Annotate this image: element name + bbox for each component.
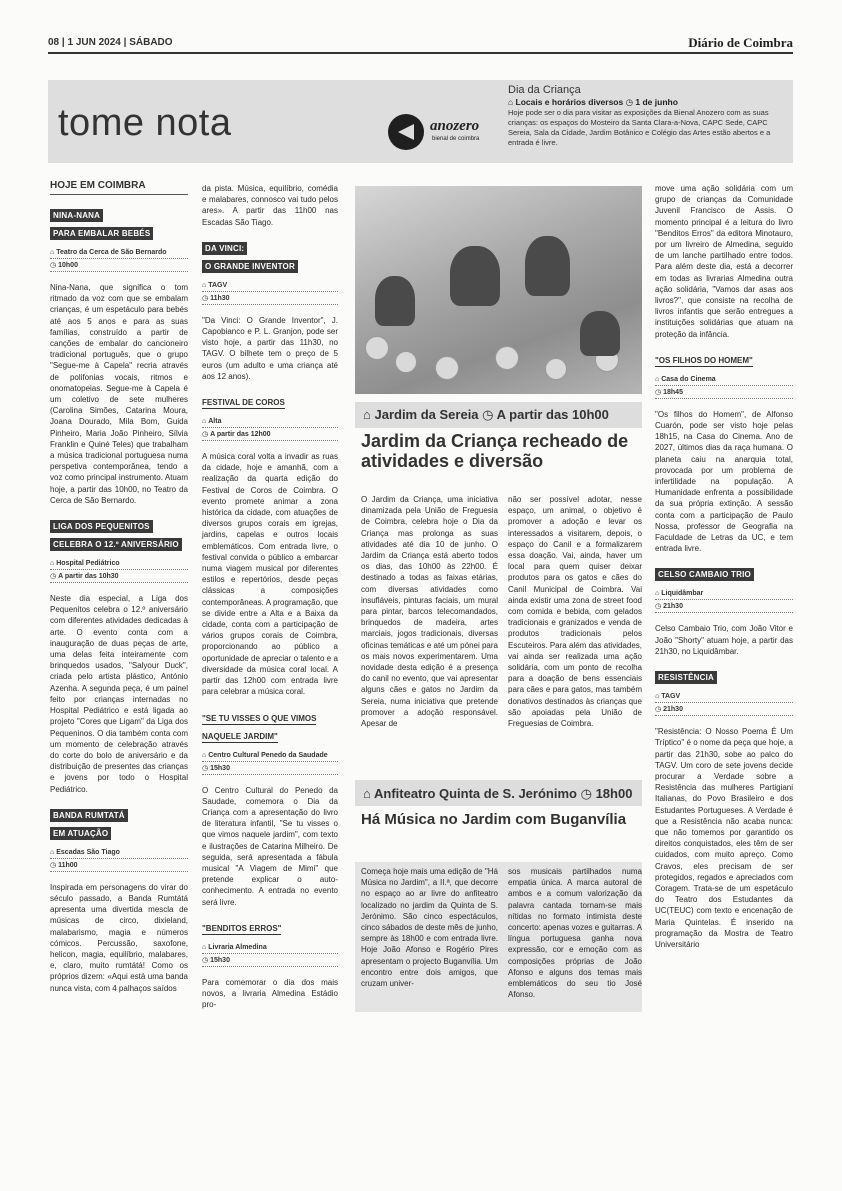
visses-title-line1: "SE TU VISSES O QUE VIMOS — [202, 713, 317, 723]
banda-body: Inspirada em personagens do virar do século passado, a Banda Rumtátá apresenta uma divertida mescla de músicas de circo, dixieland, malabarismo, magia e números cómicos. Percussão, saxofone, helicon, magia, equilíbrio, malabares, e, claro, muito rumtátá! Como os próprios dizem: «Aqui está uma banda nunca vista, com 4 palhaços saídos — [50, 882, 188, 993]
home-icon: ⌂ — [50, 249, 55, 256]
benditos-time: 15h30 — [210, 956, 230, 964]
feature2-location-row — [355, 780, 642, 808]
resist-title-text: RESISTÊNCIA — [655, 671, 717, 684]
clock-icon: ◷ — [50, 861, 57, 869]
dia-crianca-body: Hoje pode ser o dia para visitar as exposições da Bienal Anozero com as suas crianças: os espaços do Mosteiro da Santa Clara-a-Nova, CAPC Sede, CAPC Sereia, Sala da Cidade, Jardim Botânico e Colégio das Artes estão abertos e a entrada é livre. — [508, 108, 771, 147]
page-info: 08 | 1 JUN 2024 | SÁBADO — [48, 37, 173, 48]
feature2-headline: Há Música no Jardim com Buganvília — [361, 811, 627, 828]
home-icon: ⌂ — [655, 375, 660, 383]
benditos-venue-row — [202, 942, 338, 954]
feature1-location-bar — [355, 402, 642, 428]
dia-crianca-details — [508, 97, 678, 108]
nina-title-line1: NINA-NANA — [50, 209, 103, 222]
column-2 — [202, 183, 338, 1010]
filhos-time-row — [655, 386, 793, 399]
nina-time-row — [50, 259, 188, 272]
liga-title — [50, 516, 188, 552]
clock-icon: ◷ — [202, 956, 209, 964]
photo-ball — [435, 356, 459, 380]
home-icon: ⌂ — [508, 97, 514, 107]
davinci-time-row — [202, 292, 338, 305]
visses-venue-row — [202, 750, 338, 762]
filhos-venue: Casa do Cinema — [661, 375, 716, 383]
benditos-time-row — [202, 954, 338, 967]
benditos-title-text: "BENDITOS ERROS" — [202, 923, 282, 933]
liga-venue: Hospital Pediátrico — [56, 560, 120, 568]
nina-body: Nina-Nana, que significa o tom ritmado da voz com que se embalam crianças, é um espetáculo para bebés até aos 5 anos e para as suas famílias, construído a partir de canções de embalar do cancioneiro tradicional português, que o grupo "Segue-me à Capela" recria através de polifonias vocais, ritmos e onomatopeias. Segue-me à Capela é um coletivo de sete mulheres (Carolina Simões, Catarina Moura, Joana Dourado, Mila Bom, Guida Pinheiro, Maria João Pinheiro, Sílvia Franklin e Quiné Teles) que trabalham a música tradicional portuguesa numa perspetiva contemporânea, tendo a voz como principal instrumento. Atuam hoje, a partir das 10h00, no Teatro da Cerca de São Bernardo. — [50, 283, 188, 505]
coros-venue-row — [202, 416, 338, 428]
coros-time-row — [202, 428, 338, 441]
visses-time-row — [202, 762, 338, 775]
feature2-body-right: sos musicais partilhados numa empatia única. A marca autoral de ambos e a comum valorização da palavra cantada tornam-se mais nítidas no formato intimista deste concerto: apenas vozes e guitarras. A língua portuguesa ganha nova expressão, cor e emoção com as composições próprias de João Afonso e alguns dos temas mais emblemáticos do seu tio José Afonso. — [508, 867, 642, 1000]
davinci-title — [202, 238, 338, 274]
davinci-time: 11h30 — [210, 294, 230, 302]
celso-title — [655, 564, 793, 582]
liga-time: A partir das 10h30 — [58, 573, 119, 581]
clock-icon: ◷ — [580, 786, 592, 801]
coros-time: A partir das 12h00 — [210, 431, 271, 439]
feature2-body-left: Começa hoje mais uma edição de "Há Música no Jardim", a II.ª, que decorre no espaço ao ar livre do anfiteatro localizado no jardim da Quinta de S. Jerónimo. São cinco espectáculos, cinco sábados de deste mês de junho, sempre às 18h00 e com entrada livre. Hoje João Afonso e Rogério Pires apresentam o projecto Buganvília. Um encontro entre dois amigos, que cruzam univer- — [361, 867, 498, 989]
clock-icon: ◷ — [202, 431, 209, 439]
davinci-venue-row — [202, 280, 338, 292]
coros-title-text: FESTIVAL DE COROS — [202, 398, 285, 408]
home-icon: ⌂ — [655, 590, 660, 598]
celso-time-row — [655, 600, 793, 613]
celso-venue-row — [655, 588, 793, 600]
nina-title — [50, 205, 188, 241]
ball-pit-photo — [355, 186, 642, 394]
liga-venue-row — [50, 558, 188, 570]
filhos-title-text: "OS FILHOS DO HOMEM" — [655, 355, 753, 365]
banda-time: 11h00 — [58, 861, 78, 869]
photo-child — [375, 276, 415, 326]
celso-venue: Liquidâmbar — [661, 590, 704, 598]
home-icon: ⌂ — [202, 943, 207, 951]
feature1-time: A partir das 10h00 — [496, 407, 609, 422]
visses-venue: Centro Cultural Penedo da Saudade — [208, 751, 328, 759]
home-icon: ⌂ — [50, 848, 55, 856]
davinci-title-line2: O GRANDE INVENTOR — [202, 260, 298, 273]
resist-body: "Resistência: O Nosso Poema É Um Tríptico" é o nome da peça que hoje, a partir das 21h30, sobe ao palco do TAGV. Um coro de sete jovens decide procurar a Verdade sobre a Resistência das mulheres Partigiani Italianas, do Povo Brasileiro e dos Estudantes Portugueses. A Verdade é que a Resistência não acaba nunca: que não tomemos por garantido os direitos conquistados, eles têm de ser cuidados, com muito apreço. Como Cravos, eles precisam de ser protegidos, regados e apreciados com Coragem. Trata-se de um espetáculo do Teatro dos Estudantes da UC(TEUC) com texto e encenação de Maria Quintelas. É inserido na programação da Mostra de Teatro Universitário — [655, 727, 793, 949]
filhos-venue-row — [655, 374, 793, 386]
anozero-logo-text: anozero — [430, 118, 480, 134]
feature1-location: Jardim da Sereia — [374, 407, 479, 422]
davinci-venue: TAGV — [208, 281, 228, 289]
resist-venue: TAGV — [661, 693, 681, 701]
home-icon: ⌂ — [363, 407, 371, 422]
home-icon: ⌂ — [50, 560, 55, 568]
photo-child — [580, 311, 620, 356]
clock-icon: ◷ — [482, 407, 494, 422]
column-1 — [50, 180, 188, 994]
banda-body-continued: da pista. Música, equilíbrio, comédia e malabares, connosco vai tudo pelos ares». A partir das 11h00 nas Escadas São Tiago. — [202, 184, 338, 227]
page-header — [48, 34, 793, 54]
benditos-venue: Livraria Almedina — [208, 943, 267, 951]
photo-ball — [365, 336, 389, 360]
visses-time: 15h30 — [210, 764, 230, 772]
celso-time: 21h30 — [663, 603, 683, 611]
resist-venue-row — [655, 691, 793, 703]
banda-title — [50, 805, 188, 841]
resist-time-row — [655, 703, 793, 716]
home-icon: ⌂ — [655, 693, 660, 701]
feature1-body-right: não ser possível adotar, nesse espaço, um animal, o objetivo é promover a adoção e levar os interessados a visitarem, depois, o espaço do Canil e a formalizarem essa doação. Vai, ainda, haver um local para quem quiser deixar produtos para os gatos e cães do Canil Municipal de Coimbra. Vai ainda existir uma zona de street food com comida e bebida, com gelados tradicionais e granizados e venda de produtos tradicionais pelos Escuteiros. Para além das atividades, vai ainda ser realizada uma ação solidária, com um ponto de recolha para a doação de bens essenciais para cães e para gatos, mas também donativos destinados às crianças que são apoiadas pela União de Freguesias de Coimbra. — [508, 495, 642, 729]
clock-icon: ◷ — [202, 294, 209, 302]
banda-venue: Escadas São Tiago — [56, 848, 120, 856]
photo-ball — [395, 351, 417, 373]
clock-icon: ◷ — [50, 573, 57, 581]
coros-venue: Alta — [208, 418, 222, 426]
clock-icon: ◷ — [202, 764, 209, 772]
home-icon: ⌂ — [363, 786, 371, 801]
home-icon: ⌂ — [202, 751, 207, 759]
hoje-em-coimbra-heading: HOJE EM COIMBRA — [50, 180, 188, 195]
filhos-time: 18h45 — [663, 388, 683, 396]
section-title: tome nota — [58, 102, 232, 144]
clock-icon: ◷ — [655, 603, 662, 611]
liga-title-line1: LIGA DOS PEQUENITOS — [50, 520, 153, 533]
benditos-title — [202, 918, 338, 936]
anozero-logo-icon — [388, 114, 424, 150]
benditos-body: Para comemorar o dia dos mais novos, a livraria Almedina Estádio pro- — [202, 977, 338, 1010]
nina-title-line2: PARA EMBALAR BEBÉS — [50, 227, 153, 240]
feature2-location: Anfiteatro Quinta de S. Jerónimo — [374, 786, 577, 801]
banda-title-line1: BANDA RUMTATÁ — [50, 809, 128, 822]
banda-venue-row — [50, 847, 188, 859]
clock-icon: ◷ — [50, 262, 57, 269]
filhos-title — [655, 350, 793, 368]
liga-body: Neste dia especial, a Liga dos Pequenitos celebra o 12.º aniversário com diferentes atividades dedicadas à arte. O evento conta com a inauguração de duas peças de arte, uma delas feita inteiramente com brinquedos usados, "Salyour Duck", criada pelo artista plástico, António Azenha. A segunda peça, é um painel feito por crianças internadas no Hospital Pediátrico e está ligada ao projeto "Cores que Ligam" da Liga dos Pequeninos. O dia também conta com um momento de celebração através do corte do bolo de aniversário e da distribuição de presentes das crianças e jovens por todo o Hospital Pediátrico. — [50, 594, 188, 794]
davinci-title-line1: DA VINCI: — [202, 242, 247, 255]
nina-time: 10h00 — [58, 262, 78, 269]
dia-crianca-date: 1 de junho — [635, 97, 678, 107]
liga-time-row — [50, 570, 188, 583]
column-4 — [655, 183, 793, 950]
clock-icon: ◷ — [625, 97, 634, 107]
home-icon: ⌂ — [202, 418, 207, 426]
newspaper-brand: Diário de Coimbra — [688, 35, 793, 50]
liga-title-line2: CELEBRA O 12.º ANIVERSÁRIO — [50, 538, 182, 551]
visses-title — [202, 708, 338, 744]
davinci-body: "Da Vinci: O Grande Inventor", J. Capobianco e P. L. Granjon, pode ser visto hoje, a partir das 11h30, no TAGV. O bilhete tem o preço de 5 euros (um adulto e uma criança até aos 12 anos). — [202, 315, 338, 381]
nina-venue-row — [50, 247, 188, 259]
filhos-body: "Os filhos do Homem", de Alfonso Cuarón, pode ser visto hoje pelas 18h15, na Casa do Cinema. Ano de 2027, últimos dias da raça humana. O planeta caiu na anarquia total, provocada por um problema de infertilidade na população. A Humanidade enfrenta a possibilidade da sua própria extinção. A sessão conta com a participação de Paulo Nossa, professor de Geografia na Faculdade de Letras da UC, e tem entrada livre. — [655, 409, 793, 554]
nina-venue: Teatro da Cerca de São Bernardo — [56, 249, 167, 256]
feature1-body-left: O Jardim da Criança, uma iniciativa dinamizada pela União de Freguesia de Coimbra, celebra hoje o Dia da Criança mas prolonga as suas atividades até dia 10 de junho. O Jardim da Criança está aberto todos os dias, das 10h00 às 22h00. É destinado a todas as faixas etárias, com diversas atividades como insufláveis, pinturas faciais, um mural para pintar, barcos telecomandados, brinquedos de madeira, artes marciais, jogos tradicionais, diversas oficinas temáticas e até um pónei para os mais novos experimentarem. Uma novidade desta edição é a presença do canil no evento, que vai apresentar alguns cães e gatos no Jardim da Sereia, numa iniciativa que pretende promover a adoção responsável. Apesar de — [361, 495, 498, 729]
clock-icon: ◷ — [655, 388, 662, 396]
photo-ball — [495, 346, 519, 370]
coros-body: A música coral volta a invadir as ruas da cidade, hoje e amanhã, com a realização da quarta edição do Festival de Coros de Coimbra. O evento promete animar a zona histórica da cidade, com atuações de diversos grupos corais em igrejas, jardins, capelas e outros locais emblemáticos. Com entrada livre, o festival convida o público a embarcar numa viagem musical por diferentes estilos e repertórios, desde peças clássicas a composições contemporâneas. A programação, que se divide entre a Alta e a Baixa da cidade, conta com a participação de vários grupos corais de Coimbra, proporcionando ao público a oportunidade de apreciar o talento e a diversidade da música coral local. A partir das 12h00 com entrada livre para celebrar a música coral. — [202, 452, 338, 697]
resist-time: 21h30 — [663, 706, 683, 714]
banda-time-row — [50, 859, 188, 872]
anozero-logo-sub: bienal de coimbra — [432, 136, 480, 142]
resist-title — [655, 667, 793, 685]
dia-crianca-title: Dia da Criança — [508, 84, 581, 96]
visses-title-line2: NAQUELE JARDIM" — [202, 731, 278, 741]
feature2-time: 18h00 — [595, 786, 633, 801]
photo-child — [450, 246, 500, 306]
tome-nota-band — [48, 80, 793, 163]
coros-title — [202, 392, 338, 410]
feature2-location-bar — [355, 780, 642, 806]
banda-title-line2: EM ATUAÇÃO — [50, 827, 111, 840]
clock-icon: ◷ — [655, 706, 662, 714]
photo-ball — [545, 358, 567, 380]
feature1-headline: Jardim da Criança recheado de atividades e diversão — [361, 431, 629, 471]
dia-crianca-location: Locais e horários diversos — [515, 97, 624, 107]
feature1-location-row — [355, 402, 642, 428]
photo-child — [525, 236, 570, 296]
benditos-body-continued: move uma ação solidária com um grupo de crianças da Comunidade Juvenil Francisco de Assis. O momento principal é a leitura do livro "Benditos Erros" da editora Minotauro, por um livreiro de Almedina, seguido de um lanche partilhado entre todos. Para além deste dia, está a decorrer em todas as livrarias Almedina outra ação solidária, "Vamos dar asas aos livros?", que consiste na recolha de livros infantis que serão entregues a instituições solidárias que atuam na proteção da infância. — [655, 184, 793, 339]
visses-body: O Centro Cultural do Penedo da Saudade, comemora o Dia da Criança com a apresentação do livro de literatura infantil, "Se tu visses o que vimos naquele jardim", com texto e ilustrações de Catarina Milheiro. De seguida, será apresentada a fábula musical "A Viagem de Mimi" que pretende explicar o auto-conhecimento. A entrada no evento será livre. — [202, 785, 338, 907]
home-icon: ⌂ — [202, 281, 207, 289]
celso-title-text: CELSO CAMBAIO TRIO — [655, 568, 754, 581]
celso-body: Celso Cambaio Trio, com João Vitor e João "Shorty" atuam hoje, a partir das 21h30, no Liquidâmbar. — [655, 624, 793, 656]
